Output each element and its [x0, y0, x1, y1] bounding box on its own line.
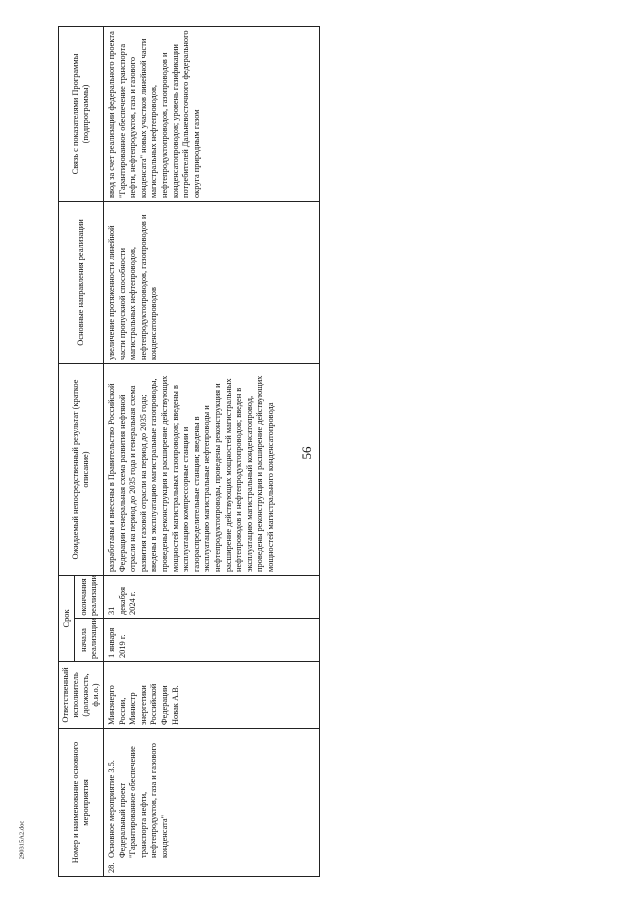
cell-start: 1 января 2019 г.: [104, 619, 320, 662]
page-number: 56: [299, 446, 314, 460]
header-term: Срок: [59, 576, 75, 662]
footer-document-code: 290315A2.doc: [18, 820, 26, 860]
cell-links: ввод за счет реализации федерального проекта "Гарантированное обеспечение транспорта нефти, нефтепродуктов, газа и газового конденсата" новых участков линейной части магистральных нефтепроводов, нефтепродуктопроводов, газопроводов и конденсатопроводов; уровень газификации потребителей Дальневосточного федерального округа природным газом: [104, 27, 320, 202]
header-term-end: окончания реализации: [75, 576, 104, 619]
cell-directions: увеличение протяженности линейной части пропускной способности магистральных нефтепроводов, нефтепродуктопроводов, газопроводов и конденсатопроводов: [104, 202, 320, 364]
header-directions: Основные направления реализации: [59, 202, 104, 364]
cell-end: 31 декабря 2024 г.: [104, 576, 320, 619]
cell-result: разработаны и внесены в Правительство Российской Федерации генеральная схема развития нефтяной отрасли на период до 2035 года и генеральная схема развития газовой отрасли на период до 2035 года; введены в эксплуатацию магистральные газопроводы, проведены реконструкция и расширение действующих мощностей магистральных газопроводов; введены в эксплуатацию компрессорные станции и газораспределительные станции; введены в эксплуатацию магистральные нефтепроводы и нефтепродуктопроводы, проведены реконструкция и расширение действующих мощностей магистральных нефтепроводов и нефтепродуктопроводов; введен в эксплуатацию магистральный конденсатопровод, проведены реконструкция и расширение действующих мощностей магистрального конденсатопровода: [104, 364, 320, 576]
cell-executor: Минэнерго России, Министр энергетики Российской Федерации Новак А.В.: [104, 662, 320, 729]
header-executor: Ответственный исполнитель (должность, ф.и.о.): [59, 662, 104, 729]
row-number: 28.: [107, 862, 116, 873]
event-title: Основное мероприятие 3.5. Федеральный проект "Гарантированное обеспечение транспорта нефти, нефтепродуктов, газа и газового конденсата": [107, 743, 169, 858]
table-row: [104, 27, 320, 877]
header-event: Номер и наименование основного мероприятия: [59, 729, 104, 877]
header-term-start: начала реализации: [75, 619, 104, 662]
header-links: Связь с показателями Программы (подпрограммы): [59, 27, 104, 202]
cell-event: [104, 729, 320, 877]
program-events-table: [58, 26, 320, 877]
header-result: Ожидаемый непосредственный результат (краткое описание): [59, 364, 104, 576]
rotated-table-wrapper: [58, 27, 318, 877]
